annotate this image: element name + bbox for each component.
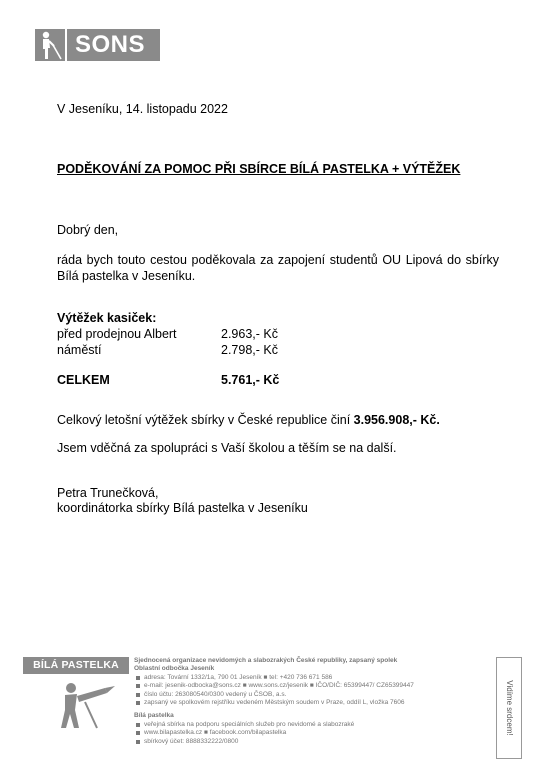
row-amount: 2.963,- Kč [221,327,278,341]
bp-heading: Bílá pastelka [134,712,174,720]
org-item: číslo účtu: 263080540/0300 vedený u ČSOB, a.s. [134,691,484,699]
row-label: náměstí [57,343,102,357]
collection-total [57,373,280,387]
signature-name: Petra Trunečková, [57,486,159,500]
bila-pastelka-badge: BÍLÁ PASTELKA [23,657,129,674]
body-paragraph: ráda bych touto cestou poděkovala za zapojení studentů OU Lipová do sbírky Bílá pastelka v Jeseníku. [57,253,499,283]
crayon-logo-icon [45,682,120,732]
blind-person-icon [35,29,67,61]
org-heading: Sjednocená organizace nevidomých a slabozrakých České republiky, zapsaný spolek [134,657,398,664]
collection-row [57,343,278,357]
total-amount: 5.761,- Kč [221,373,280,387]
bp-item: veřejná sbírka na podporu speciálních služeb pro nevidomé a slabozraké [134,721,484,729]
row-amount: 2.798,- Kč [221,343,278,357]
national-total [57,413,440,427]
logo-text: SONS [75,31,146,58]
total-label: CELKEM [57,373,110,387]
bp-item: sbírkový účet: 8888332222/0800 [134,738,484,746]
thanks-line: Jsem vděčná za spolupráci s Vaší školou a těším se na další. [57,441,397,455]
org-item: e-mail: jesenik-odbocka@sons.cz ■ www.sons.cz/jesenik ■ IČO/DIČ: 65399447/ CZ65399447 [134,682,484,690]
sons-logo [35,29,160,61]
collection-heading: Výtěžek kasiček: [57,311,157,325]
slogan-box [496,657,522,759]
letter-title: PODĚKOVÁNÍ ZA POMOC PŘI SBÍRCE BÍLÁ PASTELKA + VÝTĚŽEK [57,162,461,176]
slogan-text: Vidíme srdcem! [505,680,514,736]
bp-item: www.bilapastelka.cz ■ facebook.com/bilapastelka [134,729,484,737]
org-item: adresa: Tovární 1332/1a, 790 01 Jeseník ■ tel: +420 736 671 586 [134,674,484,682]
date-line: V Jeseníku, 14. listopadu 2022 [57,102,228,116]
signature-role: koordinátorka sbírky Bílá pastelka v Jeseníku [57,501,308,515]
national-total-text: Celkový letošní výtěžek sbírky v České republice činí [57,413,354,427]
org-subheading: Oblastní odbočka Jeseník [134,665,215,673]
greeting: Dobrý den, [57,223,119,237]
national-total-amount: 3.956.908,- Kč. [353,413,440,427]
row-label: před prodejnou Albert [57,327,177,341]
collection-row [57,327,278,341]
footer-info [134,657,484,746]
org-item: zapsaný ve spolkovém rejstříku vedeném Městským soudem v Praze, oddíl L, vložka 7606 [134,699,484,707]
